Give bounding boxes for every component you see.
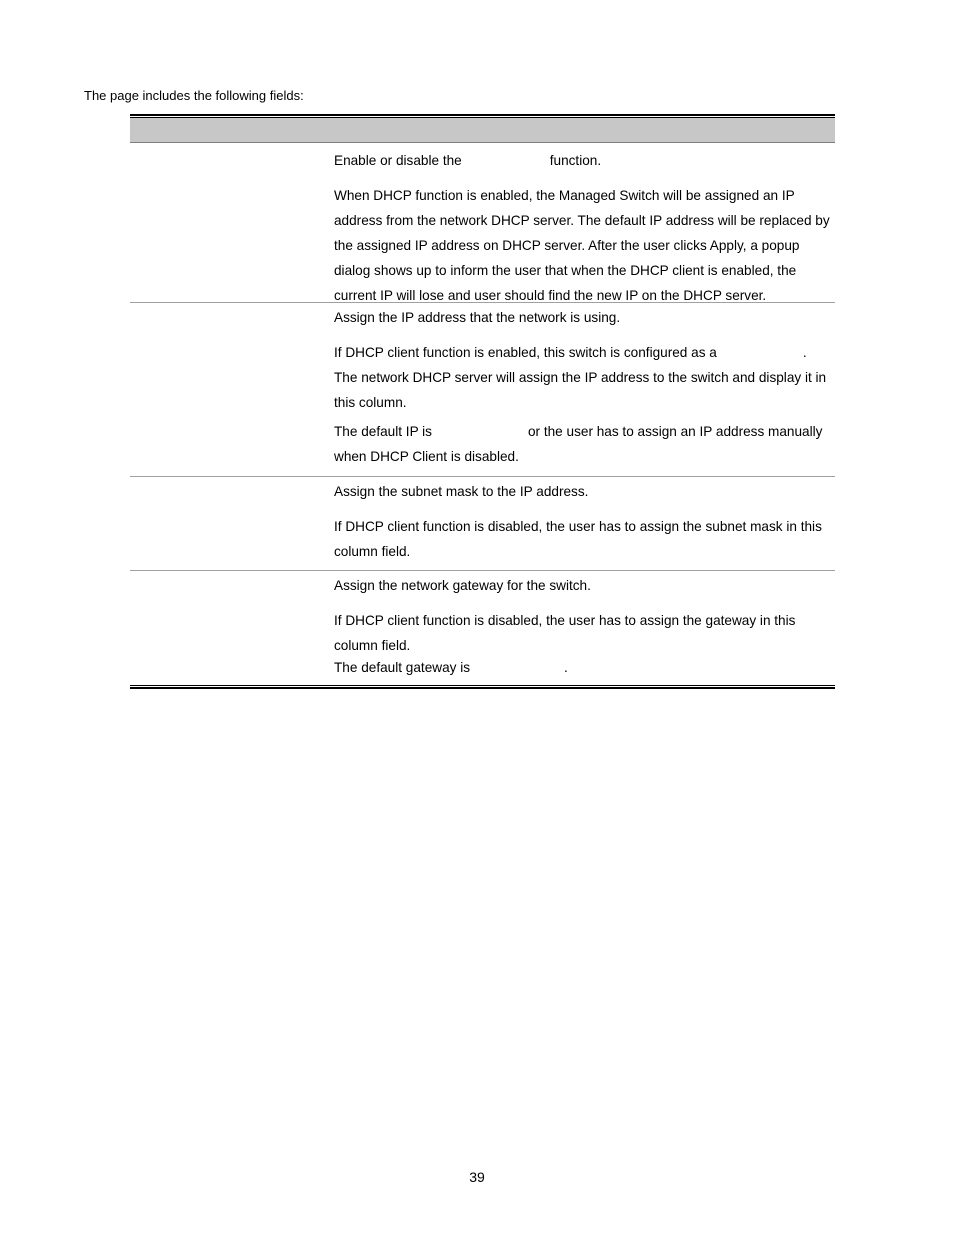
row-dhcp-detail: When DHCP function is enabled, the Managed Switch will be assigned an IP address from the network DHCP server. The default IP address will be replaced by the assigned IP address on DHCP server. After the user clicks Apply, a popup dialog shows up to inform the user that when the DHCP client is enabled, the current IP will lose and user should find the new IP on the DHCP server.	[334, 188, 830, 303]
row-ip-line2: If DHCP client function is enabled, this switch is configured as a .	[334, 345, 807, 360]
row-dhcp-line1: Enable or disable the function.	[334, 153, 602, 168]
row-description	[334, 573, 834, 678]
table-bottom-rule-inner	[130, 685, 835, 686]
table-row-dhcp	[130, 143, 835, 303]
row-ip-line1: Assign the IP address that the network is using.	[334, 310, 621, 325]
row-gateway-line3: The default gateway is .	[334, 660, 568, 675]
table-bottom-rule	[130, 687, 835, 689]
table-top-rule	[130, 114, 835, 116]
table-row-ip-address	[130, 303, 835, 477]
row-description	[334, 479, 834, 564]
row-description	[334, 148, 834, 308]
row-subnet-line1: Assign the subnet mask to the IP address.	[334, 484, 589, 499]
page-number: 39	[469, 1169, 485, 1185]
row-ip-line4: The default IP is or the user has to assign an IP address manually when DHCP Client is disabled.	[334, 424, 823, 464]
table-header	[130, 118, 835, 143]
row-ip-line3: The network DHCP server will assign the IP address to the switch and display it in this column.	[334, 370, 827, 410]
intro-text: The page includes the following fields:	[84, 88, 304, 103]
row-subnet-line2: If DHCP client function is disabled, the user has to assign the subnet mask in this column field.	[334, 519, 822, 559]
fields-table	[130, 114, 835, 689]
table-row-gateway	[130, 571, 835, 685]
row-gateway-line1: Assign the network gateway for the switch.	[334, 578, 591, 593]
table-row-subnet-mask	[130, 477, 835, 571]
row-gateway-line2: If DHCP client function is disabled, the user has to assign the gateway in this column field.	[334, 613, 796, 653]
row-description	[334, 305, 834, 469]
